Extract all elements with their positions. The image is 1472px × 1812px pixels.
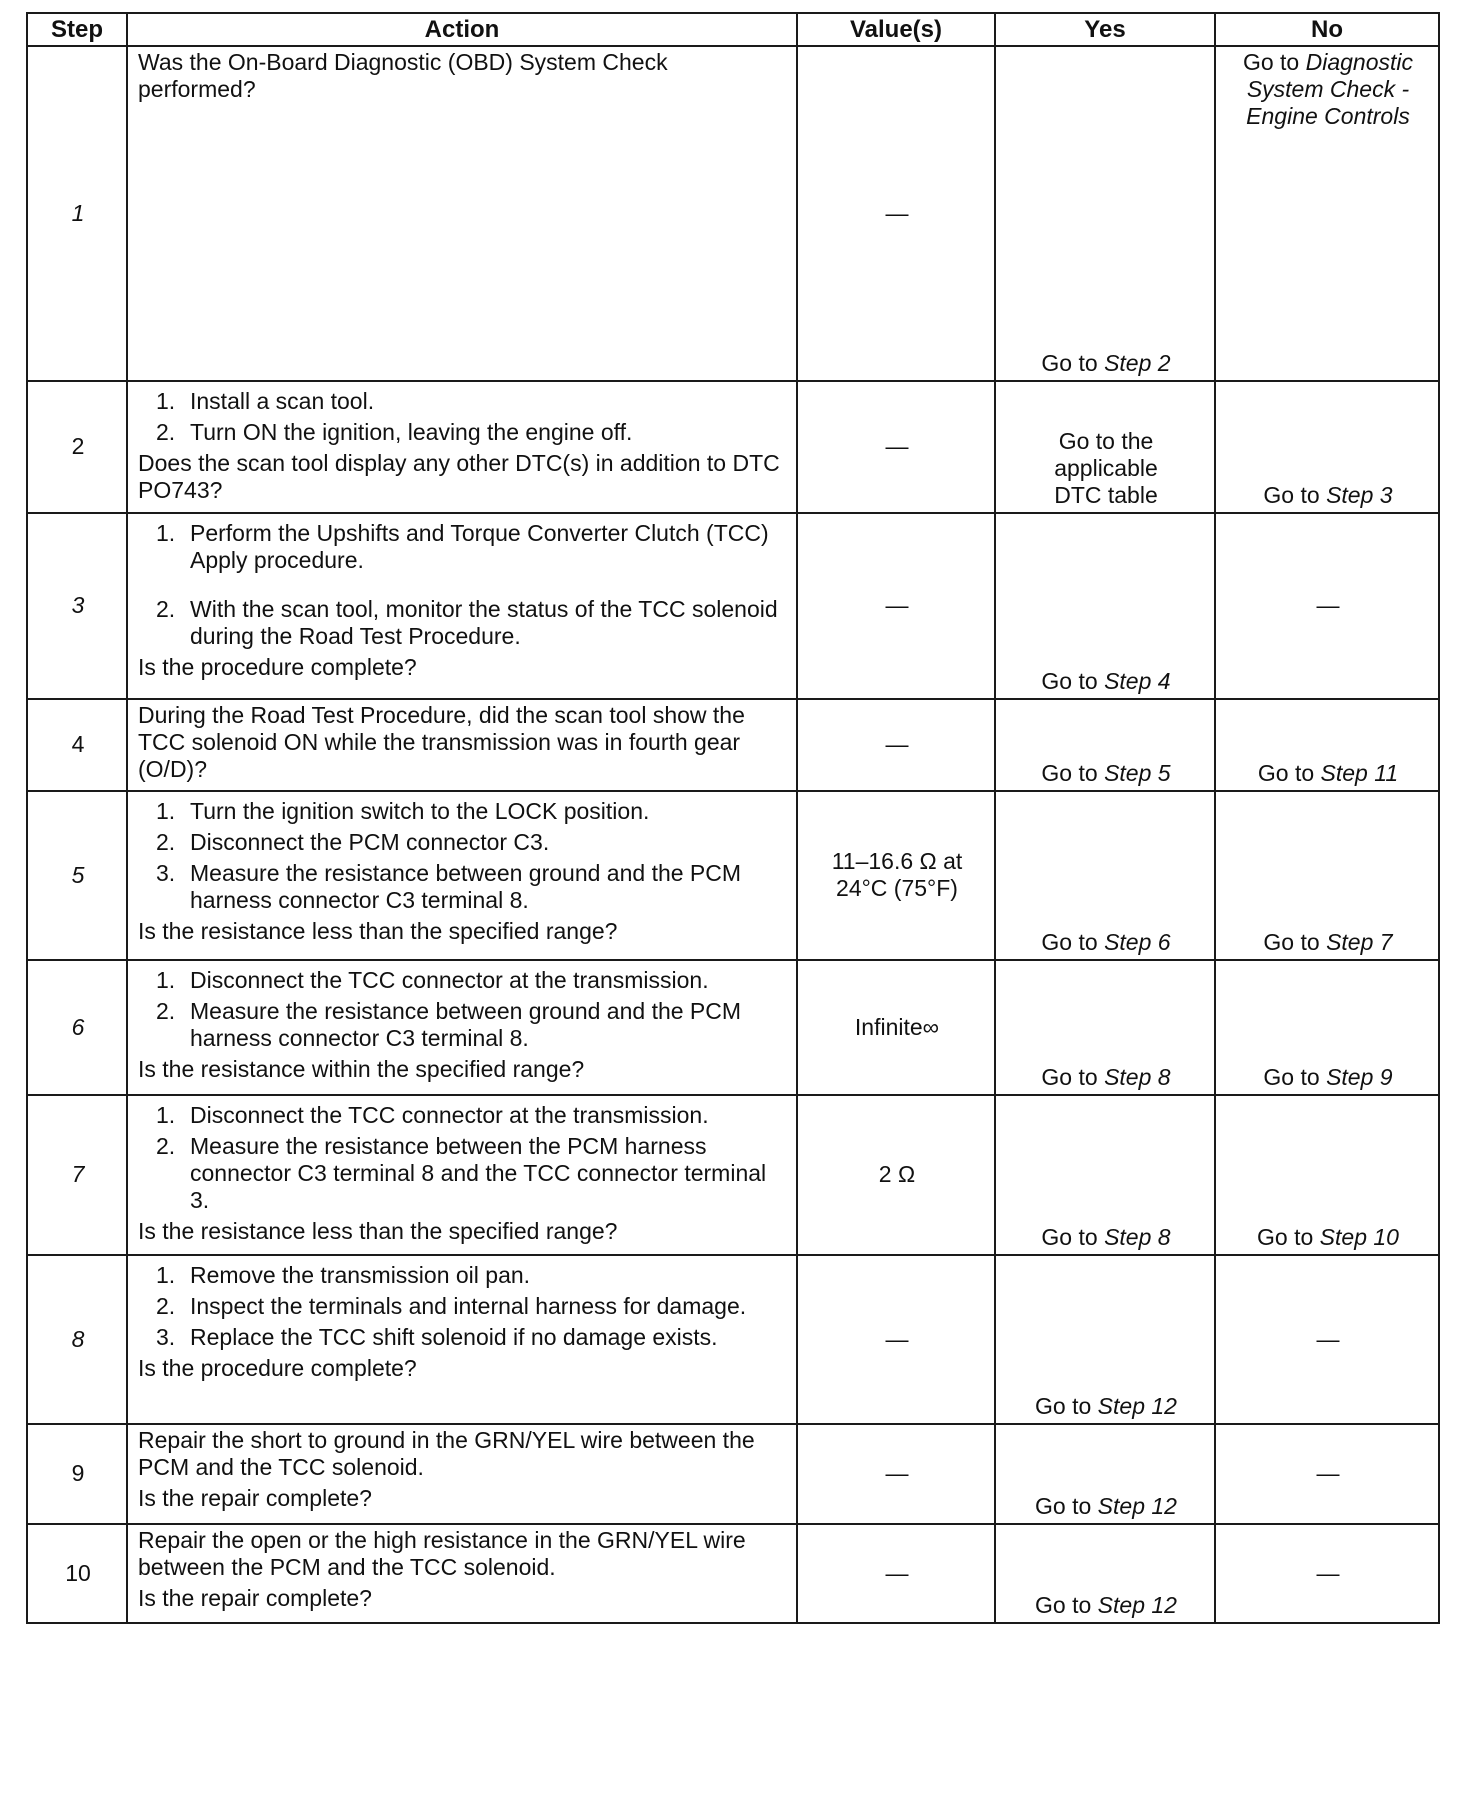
- header-no: No: [1215, 13, 1439, 46]
- value-cell: 2 Ω: [797, 1095, 995, 1255]
- goto-label: Go to: [1035, 1592, 1092, 1618]
- step-number: 3: [27, 513, 127, 699]
- value-cell: [797, 791, 995, 960]
- action-cell: [127, 46, 797, 381]
- yes-step-ref: Step 5: [1104, 760, 1171, 786]
- value-cell: —: [797, 1424, 995, 1524]
- list-item: 2. Measure the resistance between the PCM harness connector C3 terminal 8 and the TCC connector terminal 3.: [156, 1133, 767, 1213]
- goto-label: Go to: [1041, 1064, 1098, 1090]
- table-row-step-3: [27, 513, 1439, 699]
- step-number: 7: [27, 1095, 127, 1255]
- yes-cell: [995, 1255, 1215, 1424]
- goto-label: Go to: [1041, 668, 1098, 694]
- yes-cell: [995, 699, 1215, 791]
- question-text: Is the resistance within the specified range?: [138, 1056, 585, 1082]
- no-cell: [1215, 46, 1439, 381]
- yes-step-ref: Step 12: [1097, 1393, 1177, 1419]
- action-cell: [127, 699, 797, 791]
- goto-label: Go to: [1041, 1224, 1098, 1250]
- list-item: 2. Measure the resistance between ground and the PCM harness connector C3 terminal 8.: [156, 998, 742, 1051]
- action-cell: [127, 1255, 797, 1424]
- no-cell: —: [1215, 1424, 1439, 1524]
- list-item: 1. Disconnect the TCC connector at the transmission.: [156, 967, 709, 993]
- list-item: 3. Measure the resistance between ground and the PCM harness connector C3 terminal 8.: [156, 860, 742, 913]
- table-row-step-4: [27, 699, 1439, 791]
- question-text: Is the resistance less than the specified range?: [138, 918, 618, 944]
- no-step-ref: Step 10: [1319, 1224, 1399, 1250]
- action-cell: [127, 1424, 797, 1524]
- list-item: 1. Turn the ignition switch to the LOCK position.: [156, 798, 650, 824]
- yes-cell: [995, 381, 1215, 513]
- question-text: Is the repair complete?: [138, 1485, 372, 1511]
- header-row: [27, 13, 1439, 46]
- yes-cell: [995, 960, 1215, 1095]
- yes-step-ref: Step 8: [1104, 1224, 1171, 1250]
- yes-line-2: applicable: [1054, 455, 1158, 481]
- yes-step-ref: Step 2: [1104, 350, 1171, 376]
- no-ref-line-2: System Check -: [1246, 76, 1410, 102]
- no-ref-line-3: Engine Controls: [1246, 103, 1410, 129]
- action-cell: [127, 381, 797, 513]
- yes-cell: [995, 1424, 1215, 1524]
- question-text: Does the scan tool display any other DTC(s) in addition to DTC PO743?: [138, 450, 780, 503]
- goto-label: Go to: [1041, 760, 1098, 786]
- action-cell: [127, 791, 797, 960]
- no-step-ref: Step 7: [1326, 929, 1393, 955]
- no-cell: [1215, 791, 1439, 960]
- no-cell: [1215, 699, 1439, 791]
- list-item: 1. Disconnect the TCC connector at the transmission.: [156, 1102, 709, 1128]
- yes-cell: [995, 513, 1215, 699]
- step-number: 8: [27, 1255, 127, 1424]
- yes-line-3: DTC table: [1054, 482, 1158, 508]
- yes-step-ref: Step 4: [1104, 668, 1171, 694]
- list-item: 2. Disconnect the PCM connector C3.: [156, 829, 550, 855]
- table-row-step-5: [27, 791, 1439, 960]
- step-number: 10: [27, 1524, 127, 1623]
- table-row-step-9: [27, 1424, 1439, 1524]
- no-cell: [1215, 381, 1439, 513]
- header-values: Value(s): [797, 13, 995, 46]
- no-cell: —: [1215, 1524, 1439, 1623]
- yes-step-ref: Step 12: [1097, 1592, 1177, 1618]
- diagnostic-table: [26, 12, 1440, 1624]
- table-row-step-1: [27, 46, 1439, 381]
- question-text: Was the On-Board Diagnostic (OBD) System Check performed?: [138, 49, 668, 102]
- value-cell: —: [797, 381, 995, 513]
- no-cell: [1215, 1095, 1439, 1255]
- no-cell: —: [1215, 513, 1439, 699]
- action-text: Repair the open or the high resistance in the GRN/YEL wire between the PCM and the TCC solenoid.: [138, 1527, 746, 1580]
- header-yes: Yes: [995, 13, 1215, 46]
- yes-step-ref: Step 8: [1104, 1064, 1171, 1090]
- value-cell: —: [797, 513, 995, 699]
- header-step: Step: [27, 13, 127, 46]
- value-line-1: 11–16.6 Ω at: [831, 848, 963, 874]
- step-number: 6: [27, 960, 127, 1095]
- header-action: Action: [127, 13, 797, 46]
- action-cell: [127, 1524, 797, 1623]
- value-cell: —: [797, 699, 995, 791]
- yes-line-1: Go to the: [1058, 428, 1154, 454]
- no-step-ref: Step 9: [1326, 1064, 1393, 1090]
- value-cell: —: [797, 46, 995, 381]
- value-line-2: 24°C (75°F): [836, 875, 958, 901]
- yes-step-ref: Step 6: [1104, 929, 1171, 955]
- goto-label: Go to: [1041, 350, 1098, 376]
- yes-cell: [995, 791, 1215, 960]
- value-cell: —: [797, 1255, 995, 1424]
- no-ref-line-1: Diagnostic: [1305, 49, 1414, 75]
- list-item: 1. Perform the Upshifts and Torque Converter Clutch (TCC) Apply procedure.: [156, 520, 769, 573]
- yes-cell: [995, 46, 1215, 381]
- value-cell: Infinite∞: [797, 960, 995, 1095]
- list-item: 2. Inspect the terminals and internal harness for damage.: [156, 1293, 747, 1319]
- no-step-ref: Step 3: [1326, 482, 1393, 508]
- no-cell: —: [1215, 1255, 1439, 1424]
- question-text: Is the resistance less than the specified range?: [138, 1218, 618, 1244]
- goto-label: Go to: [1242, 49, 1300, 75]
- no-cell: [1215, 960, 1439, 1095]
- list-item: 3. Replace the TCC shift solenoid if no damage exists.: [156, 1324, 718, 1350]
- goto-label: Go to: [1263, 929, 1320, 955]
- list-item: 2. Turn ON the ignition, leaving the engine off.: [156, 419, 633, 445]
- step-number: 2: [27, 381, 127, 513]
- step-number: 1: [27, 46, 127, 381]
- step-number: 5: [27, 791, 127, 960]
- goto-label: Go to: [1257, 1224, 1314, 1250]
- no-step-ref: Step 11: [1320, 760, 1399, 786]
- question-text: Is the procedure complete?: [138, 1355, 417, 1381]
- action-cell: [127, 1095, 797, 1255]
- goto-label: Go to: [1263, 1064, 1320, 1090]
- table-row-step-8: [27, 1255, 1439, 1424]
- goto-label: Go to: [1263, 482, 1320, 508]
- table-row-step-7: [27, 1095, 1439, 1255]
- yes-cell: [995, 1095, 1215, 1255]
- goto-label: Go to: [1035, 1393, 1092, 1419]
- step-number: 9: [27, 1424, 127, 1524]
- question-text: Is the repair complete?: [138, 1585, 372, 1611]
- yes-cell: [995, 1524, 1215, 1623]
- table-row-step-2: [27, 381, 1439, 513]
- table-row-step-10: [27, 1524, 1439, 1623]
- table-row-step-6: [27, 960, 1439, 1095]
- list-item: 2. With the scan tool, monitor the status of the TCC solenoid during the Road Test Procedure.: [156, 596, 778, 649]
- action-text: Repair the short to ground in the GRN/YEL wire between the PCM and the TCC solenoid.: [138, 1427, 755, 1480]
- list-item: 1. Install a scan tool.: [156, 388, 375, 414]
- action-cell: [127, 960, 797, 1095]
- yes-step-ref: Step 12: [1097, 1493, 1177, 1519]
- goto-label: Go to: [1035, 1493, 1092, 1519]
- step-number: 4: [27, 699, 127, 791]
- list-item: 1. Remove the transmission oil pan.: [156, 1262, 531, 1288]
- question-text: During the Road Test Procedure, did the scan tool show the TCC solenoid ON while the transmission was in fourth gear (O/D)?: [138, 702, 745, 782]
- goto-label: Go to: [1041, 929, 1098, 955]
- value-cell: —: [797, 1524, 995, 1623]
- question-text: Is the procedure complete?: [138, 654, 417, 680]
- action-cell: [127, 513, 797, 699]
- goto-label: Go to: [1257, 760, 1315, 786]
